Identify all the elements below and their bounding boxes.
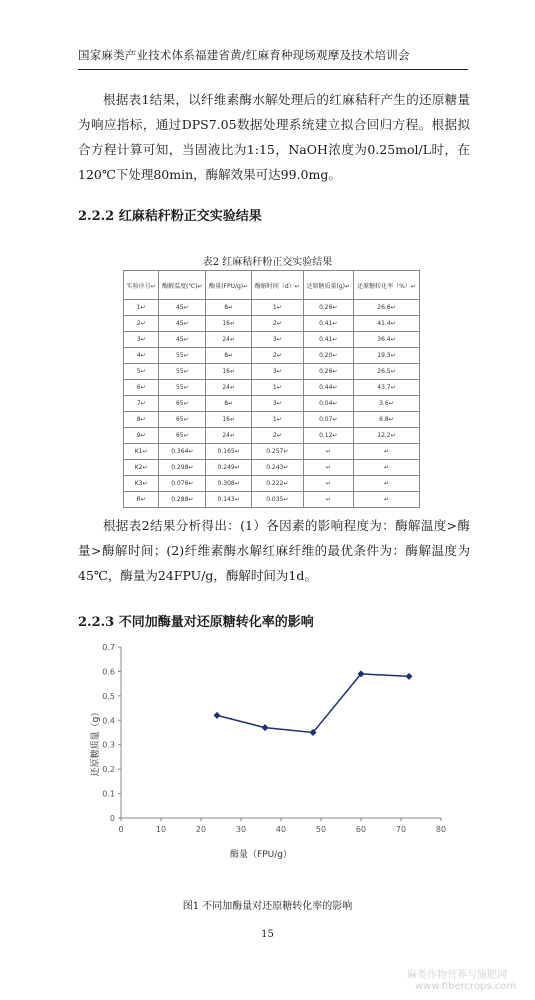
table-cell: 5↵	[124, 364, 159, 380]
table-cell: ↵	[353, 492, 419, 508]
table-cell: 65↵	[159, 428, 206, 444]
table-cell: 7↵	[124, 396, 159, 412]
table-row	[124, 428, 420, 444]
table-cell: 8↵	[206, 396, 252, 412]
table-cell: 4↵	[124, 348, 159, 364]
table-cell: 0.143↵	[206, 492, 252, 508]
table-cell: 3↵	[124, 332, 159, 348]
running-header: 国家麻类产业技术体系福建省黄/红麻育种现场观摩及技术培训会	[78, 48, 410, 62]
section-heading-2-2-2: 2.2.2 红麻秸秆粉正交实验结果	[78, 209, 262, 224]
orthogonal-experiment-table	[123, 270, 420, 508]
table-cell: 2↵	[251, 316, 303, 332]
table-cell: 0.288↵	[159, 492, 206, 508]
table-header-cell: 还原糖转化率（%）↵	[353, 271, 419, 300]
table-cell: 45↵	[159, 300, 206, 316]
table-cell: 0.165↵	[206, 444, 252, 460]
table-cell: ↵	[303, 460, 353, 476]
table-row	[124, 300, 420, 316]
table-cell: 3.6↵	[353, 396, 419, 412]
table-cell: 2↵	[124, 316, 159, 332]
table-caption: 表2 红麻秸秆粉正交实验结果	[202, 257, 333, 268]
table-cell: K2↵	[124, 460, 159, 476]
table-cell: 65↵	[159, 412, 206, 428]
table-cell: 0.44↵	[303, 380, 353, 396]
y-tick-label: 0.6	[102, 667, 115, 677]
x-tick-label: 40	[275, 825, 287, 834]
table-cell: 0.26↵	[303, 364, 353, 380]
table-cell: ↵	[303, 492, 353, 508]
table-header-row	[124, 271, 420, 300]
table-cell: 24↵	[206, 380, 252, 396]
table-cell: 0.12↵	[303, 428, 353, 444]
table-cell: 19.3↵	[353, 348, 419, 364]
y-tick-label: 0.3	[102, 740, 115, 750]
x-axis-label: 酶量（FPU/g）	[230, 850, 292, 860]
table-cell: 16↵	[206, 412, 252, 428]
table-cell: 45↵	[159, 316, 206, 332]
data-point-marker	[262, 724, 269, 731]
y-tick-label: 0.1	[102, 789, 115, 799]
table-row	[124, 364, 420, 380]
watermark-site-name: 麻类作物营养与施肥网	[407, 970, 507, 981]
table-row	[124, 396, 420, 412]
table-cell: 55↵	[159, 364, 206, 380]
table-cell: 0.249↵	[206, 460, 252, 476]
watermark-url: www.fibercrops.com	[415, 981, 517, 992]
figure-caption: 图1 不同加酶量对还原糖转化率的影响	[182, 901, 353, 912]
table-cell: 55↵	[159, 348, 206, 364]
table-cell: 65↵	[159, 396, 206, 412]
table-header-cell: 还原糖质量(g)↵	[303, 271, 353, 300]
table-cell: 0.298↵	[159, 460, 206, 476]
table-header-cell: 酶解时间（d）↵	[251, 271, 303, 300]
table-cell: 1↵	[251, 412, 303, 428]
data-point-marker	[406, 673, 413, 680]
table-row	[124, 348, 420, 364]
table-cell: 1↵	[124, 300, 159, 316]
table-cell: 43.7↵	[353, 380, 419, 396]
x-tick-label: 50	[315, 825, 327, 834]
table-cell: K3↵	[124, 476, 159, 492]
table-cell: 8↵	[124, 412, 159, 428]
table-row	[124, 460, 420, 476]
data-point-marker	[214, 712, 221, 719]
x-tick-label: 30	[235, 825, 247, 834]
x-tick-label: 70	[395, 825, 407, 834]
table-cell: 2↵	[251, 348, 303, 364]
table-cell: 3↵	[251, 364, 303, 380]
table-cell: 0.222↵	[251, 476, 303, 492]
table-body	[124, 300, 420, 508]
table-cell: 0.20↵	[303, 348, 353, 364]
x-tick-label: 10	[155, 825, 167, 834]
table-cell: 24↵	[206, 428, 252, 444]
series-line	[217, 674, 409, 733]
table-row	[124, 492, 420, 508]
x-tick-label: 0	[118, 825, 124, 834]
table-cell: 3↵	[251, 332, 303, 348]
table-row	[124, 476, 420, 492]
table-cell: 6.8↵	[353, 412, 419, 428]
section-heading-2-2-3: 2.2.3 不同加酶量对还原糖转化率的影响	[78, 615, 314, 630]
page-number: 15	[261, 929, 274, 940]
chart-ticks	[102, 643, 446, 834]
table-cell: 0.04↵	[303, 396, 353, 412]
table-cell: 1↵	[251, 380, 303, 396]
y-tick-label: 0.7	[102, 643, 115, 652]
table-cell: 55↵	[159, 380, 206, 396]
chart-series	[214, 670, 413, 736]
table-cell: 0.257↵	[251, 444, 303, 460]
x-tick-label: 60	[355, 825, 367, 834]
y-tick-label: 0.4	[102, 716, 115, 726]
header-divider	[78, 69, 468, 70]
table-cell: R↵	[124, 492, 159, 508]
table-cell: 0.076↵	[159, 476, 206, 492]
table-cell: 0.26↵	[303, 300, 353, 316]
table-cell: ↵	[303, 444, 353, 460]
table-row	[124, 332, 420, 348]
table-row	[124, 380, 420, 396]
table-row	[124, 444, 420, 460]
table-row	[124, 316, 420, 332]
table-cell: 41.4↵	[353, 316, 419, 332]
table-cell: 16↵	[206, 316, 252, 332]
table-header-cell: 实验序号↵	[124, 271, 159, 300]
table-cell: 8↵	[206, 348, 252, 364]
table-row	[124, 412, 420, 428]
y-axis-label: 还原糖质量（g）	[91, 707, 101, 777]
table-header-cell: 酶量(FPU/g)↵	[206, 271, 252, 300]
paragraph-table-analysis: 根据表2结果分析得出：(1）各因素的影响程度为：酶解温度>酶量>酶解时间；(2)纤维素酶水解红麻纤维的最优条件为：酶解温度为45℃，酶量为24FPU/g，酶解时间为1d。	[78, 518, 470, 583]
table-cell: 0.243↵	[251, 460, 303, 476]
x-tick-label: 20	[195, 825, 207, 834]
table-cell: 3↵	[251, 396, 303, 412]
table-header-cell: 酶解温度(℃)↵	[159, 271, 206, 300]
table-cell: 6↵	[124, 380, 159, 396]
table-cell: 0.07↵	[303, 412, 353, 428]
y-tick-label: 0.2	[102, 765, 115, 775]
table-cell: 0.364↵	[159, 444, 206, 460]
table-cell: ↵	[353, 444, 419, 460]
table-cell: 8↵	[206, 300, 252, 316]
table-cell: 0.035↵	[251, 492, 303, 508]
table-cell: 26.6↵	[353, 300, 419, 316]
y-tick-label: 0	[109, 814, 115, 823]
chart-axes	[121, 647, 441, 818]
table-cell: ↵	[353, 476, 419, 492]
table-cell: 36.4↵	[353, 332, 419, 348]
table-cell: 0.41↵	[303, 332, 353, 348]
table-cell: 24↵	[206, 332, 252, 348]
table-cell: K1↵	[124, 444, 159, 460]
table-cell: 0.308↵	[206, 476, 252, 492]
table-cell: ↵	[353, 460, 419, 476]
table-cell: ↵	[303, 476, 353, 492]
enzyme-dosage-line-chart	[78, 632, 468, 872]
table-cell: 0.41↵	[303, 316, 353, 332]
paragraph-regression-result: 根据表1结果，以纤维素酶水解处理后的红麻秸秆产生的还原糖量为响应指标，通过DPS7.05数据处理系统建立拟合回归方程。根据拟合方程计算可知，当固液比为1:15，NaOH浓度为0.25mol/L时，在120℃下处理80min，酶解效果可达99.0mg。	[78, 92, 470, 182]
x-tick-label: 80	[435, 825, 447, 834]
table-cell: 26.5↵	[353, 364, 419, 380]
table-cell: 9↵	[124, 428, 159, 444]
table-cell: 12.2↵	[353, 428, 419, 444]
y-tick-label: 0.5	[102, 691, 115, 701]
table-cell: 2↵	[251, 428, 303, 444]
table-cell: 45↵	[159, 332, 206, 348]
table-cell: 1↵	[251, 300, 303, 316]
table-cell: 16↵	[206, 364, 252, 380]
